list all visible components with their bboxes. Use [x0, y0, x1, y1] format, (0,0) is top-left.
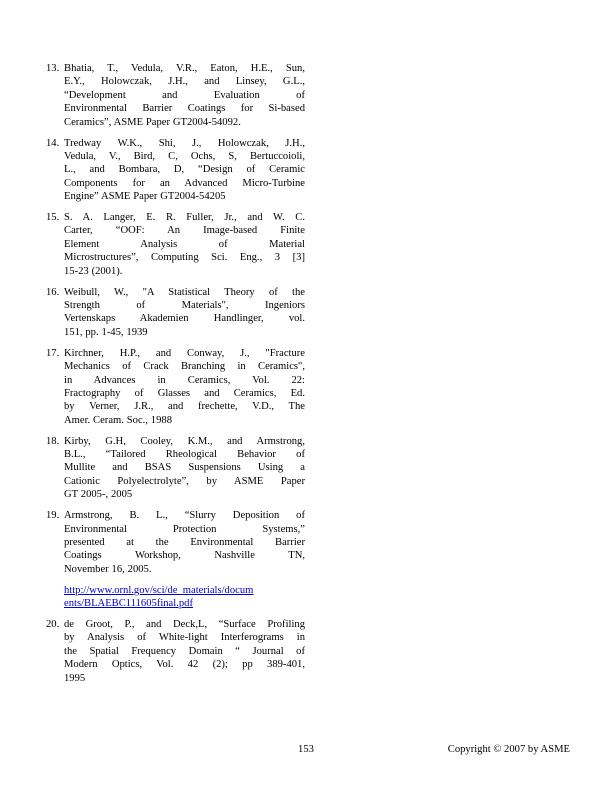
- reference-item: [46, 618, 305, 685]
- reference-number: 19.: [46, 510, 60, 522]
- reference-line: Kirby, G.H, Cooley, K.M., and Armstrong,: [64, 435, 305, 447]
- reference-line: Environmental Protection Systems,”: [64, 523, 305, 535]
- reference-url-link[interactable]: http://www.ornl.gov/sci/de_materials/docum: [64, 584, 254, 596]
- reference-number: 13.: [46, 63, 60, 74]
- reference-item: [46, 509, 305, 610]
- references-list: [46, 62, 305, 685]
- reference-line: Carter, “OOF: An Image-based Finite: [64, 225, 305, 237]
- reference-line: by Analysis of White-light Interferograms in: [64, 632, 305, 644]
- reference-line: L., and Bombara, D, “Design of Ceramic: [64, 164, 305, 176]
- reference-line: Vertenskaps Akademien Handlinger, vol.: [64, 313, 305, 325]
- page-number: 153: [298, 744, 314, 755]
- reference-line: in Advances in Ceramics, Vol. 22:: [64, 374, 305, 386]
- reference-line: presented at the Environmental Barrier: [64, 537, 305, 548]
- reference-item: [46, 286, 305, 340]
- reference-url-link[interactable]: ents/BLAEBC111605final.pdf: [64, 598, 193, 610]
- reference-line: Components for an Advanced Micro-Turbine: [64, 177, 305, 189]
- reference-line: 151, pp. 1-45, 1939: [64, 326, 148, 338]
- reference-line: Coatings Workshop, Nashville TN,: [64, 550, 305, 562]
- reference-item: [46, 137, 305, 204]
- reference-number: 14.: [46, 137, 60, 149]
- reference-line: “Development and Evaluation of: [64, 89, 305, 101]
- reference-line: by Verner, J.R., and frechette, V.D., The: [64, 401, 305, 413]
- reference-line: November 16, 2005.: [64, 563, 152, 575]
- reference-line: Engine” ASME Paper GT2004-54205: [64, 191, 226, 203]
- reference-line: Mullite and BSAS Suspensions Using a: [64, 462, 305, 474]
- reference-line: Ceramics”, ASME Paper GT2004-54092.: [64, 116, 241, 128]
- reference-line: Tredway W.K., Shi, J., Holowczak, J.H.,: [64, 137, 305, 149]
- reference-line: Kirchner, H.P., and Conway, J., "Fracture: [64, 347, 305, 359]
- reference-line: Element Analysis of Material: [64, 238, 305, 250]
- reference-number: 17.: [46, 347, 60, 359]
- reference-line: 15-23 (2001).: [64, 265, 123, 277]
- reference-line: Cationic Polyelectrolyte”, by ASME Paper: [64, 475, 305, 487]
- reference-number: 15.: [46, 212, 60, 224]
- reference-line: Modern Optics, Vol. 42 (2); pp 389-401,: [64, 659, 305, 671]
- reference-item: [46, 347, 305, 427]
- reference-line: Bhatia, T., Vedula, V.R., Eaton, H.E., Sun,: [64, 63, 305, 74]
- reference-line: Amer. Ceram. Soc., 1988: [64, 414, 172, 426]
- reference-line: Microstructures”, Computing Sci. Eng., 3 [3]: [64, 252, 305, 264]
- copyright-text: Copyright © 2007 by ASME: [447, 744, 570, 755]
- reference-line: Strength of Materials", Ingeniors: [64, 300, 305, 311]
- reference-line: GT 2005-, 2005: [64, 489, 133, 501]
- reference-url-block: [64, 584, 305, 611]
- reference-number: 16.: [46, 286, 60, 298]
- reference-line: Environmental Barrier Coatings for Si-based: [64, 103, 305, 115]
- reference-line: S. A. Langer, E. R. Fuller, Jr., and W. C.: [64, 212, 305, 224]
- reference-line: Mechanics of Crack Branching in Ceramics",: [64, 361, 305, 373]
- reference-line: E.Y., Holowczak, J.H., and Linsey, G.L.,: [64, 76, 305, 88]
- reference-line: the Spatial Frequency Domain “ Journal of: [64, 645, 305, 657]
- reference-line: Vedula, V., Bird, C, Ochs, S, Bertuccoioli,: [64, 150, 305, 162]
- reference-line: Fractography of Glasses and Ceramics, Ed.: [64, 387, 305, 399]
- reference-item: [46, 62, 305, 129]
- reference-line: 1995: [64, 672, 86, 684]
- reference-line: Armstrong, B. L., “Slurry Deposition of: [64, 510, 305, 522]
- reference-line: B.L., “Tailored Rheological Behavior of: [64, 449, 305, 461]
- reference-number: 18.: [46, 435, 60, 447]
- reference-item: [46, 211, 305, 278]
- reference-number: 20.: [46, 619, 60, 631]
- reference-line: Weibull, W., "A Statistical Theory of the: [64, 286, 305, 298]
- reference-line: de Groot, P., and Deck,L, “Surface Profiling: [64, 619, 305, 631]
- reference-item: [46, 435, 305, 502]
